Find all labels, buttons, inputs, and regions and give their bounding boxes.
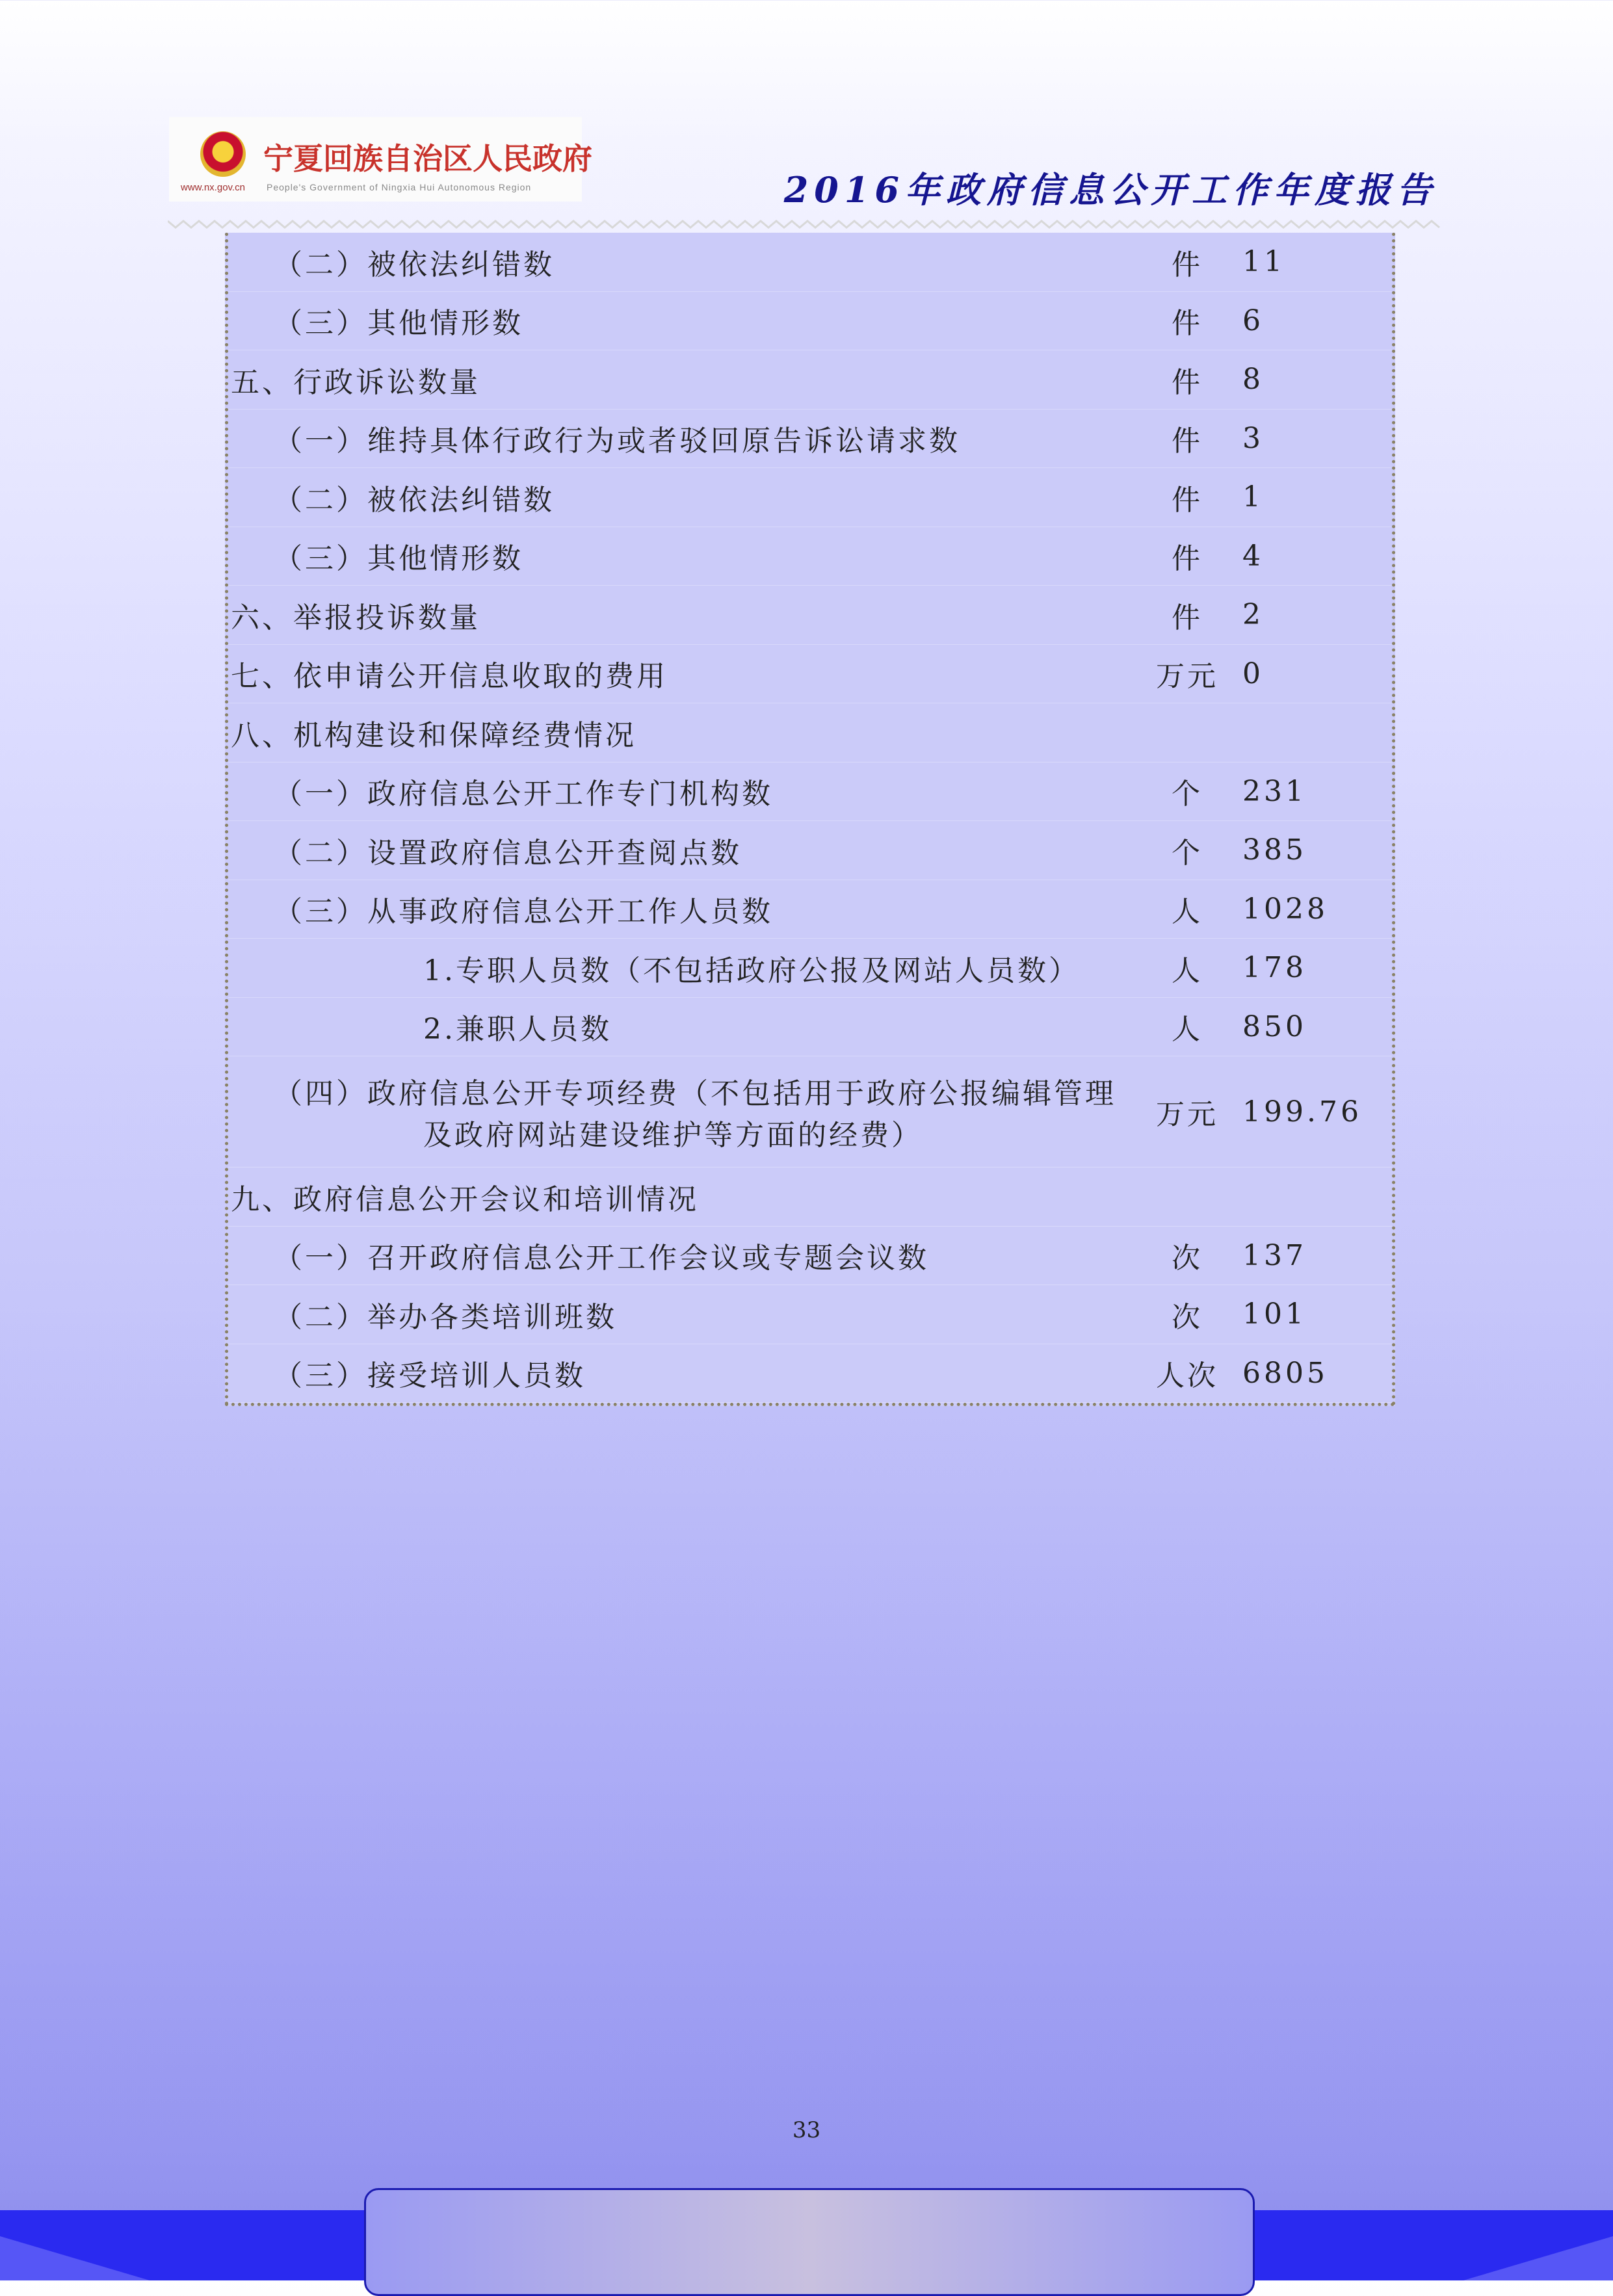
row-value — [1229, 703, 1392, 763]
footer-tab — [364, 2188, 1255, 2296]
report-title: 2016年政府信息公开工作年度报告 — [783, 169, 1437, 211]
row-item: （二）被依法纠错数 — [228, 233, 1145, 291]
row-unit: 万元 — [1145, 1056, 1229, 1168]
row-item: （一）召开政府信息公开工作会议或专题会议数 — [228, 1226, 1145, 1285]
row-item-line1: （四）政府信息公开专项经费（不包括用于政府公报编辑管理 — [274, 1077, 1116, 1110]
row-unit: 人次 — [1145, 1344, 1229, 1403]
header-divider — [168, 218, 1446, 233]
table-row — [228, 233, 1392, 291]
logo-url: www.nx.gov.cn — [181, 182, 245, 193]
row-value: 850 — [1229, 997, 1392, 1056]
table-row — [228, 997, 1392, 1056]
row-item-line2: 及政府网站建设维护等方面的经费） — [423, 1119, 923, 1152]
table-row — [228, 1344, 1392, 1403]
row-value: 6805 — [1229, 1344, 1392, 1403]
row-unit: 个 — [1145, 762, 1229, 821]
row-unit — [1145, 1168, 1229, 1227]
row-unit: 次 — [1145, 1285, 1229, 1344]
page-number: 33 — [792, 2117, 821, 2143]
footer-left-stripe — [0, 2210, 364, 2280]
row-item: 五、行政诉讼数量 — [228, 350, 1145, 410]
table-row — [228, 939, 1392, 998]
row-unit: 人 — [1145, 939, 1229, 998]
row-value: 11 — [1229, 233, 1392, 291]
row-unit: 件 — [1145, 409, 1229, 468]
row-value: 385 — [1229, 821, 1392, 880]
row-item: （三）接受培训人员数 — [228, 1344, 1145, 1403]
row-value: 231 — [1229, 762, 1392, 821]
row-value: 178 — [1229, 939, 1392, 998]
table-row — [228, 762, 1392, 821]
national-emblem-icon — [200, 131, 246, 177]
row-item: 2.兼职人员数 — [228, 997, 1145, 1056]
table-row — [228, 644, 1392, 703]
row-value: 101 — [1229, 1285, 1392, 1344]
footer-right-stripe — [1249, 2210, 1613, 2280]
row-value: 2 — [1229, 586, 1392, 645]
row-item: （一）政府信息公开工作专门机构数 — [228, 762, 1145, 821]
row-unit: 万元 — [1145, 644, 1229, 703]
table-row — [228, 350, 1392, 410]
row-value: 4 — [1229, 527, 1392, 586]
table-row — [228, 527, 1392, 586]
row-value: 8 — [1229, 350, 1392, 410]
row-value — [1229, 1168, 1392, 1227]
table-row — [228, 409, 1392, 468]
row-item: 七、依申请公开信息收取的费用 — [228, 644, 1145, 703]
table-row — [228, 468, 1392, 527]
statistics-table — [225, 233, 1395, 1406]
row-value: 1028 — [1229, 880, 1392, 939]
row-item: （二）举办各类培训班数 — [228, 1285, 1145, 1344]
row-item: （一）维持具体行政行为或者驳回原告诉讼请求数 — [228, 409, 1145, 468]
row-unit: 件 — [1145, 527, 1229, 586]
row-item: 六、举报投诉数量 — [228, 586, 1145, 645]
row-unit — [1145, 703, 1229, 763]
site-logo[interactable] — [169, 117, 592, 202]
row-unit: 人 — [1145, 997, 1229, 1056]
row-item: （三）从事政府信息公开工作人员数 — [228, 880, 1145, 939]
row-unit: 次 — [1145, 1226, 1229, 1285]
row-unit: 件 — [1145, 291, 1229, 350]
row-unit: 人 — [1145, 880, 1229, 939]
row-value: 0 — [1229, 644, 1392, 703]
table-row — [228, 703, 1392, 763]
row-unit: 件 — [1145, 468, 1229, 527]
row-item: （二）设置政府信息公开查阅点数 — [228, 821, 1145, 880]
row-item: 1.专职人员数（不包括政府公报及网站人员数） — [228, 939, 1145, 998]
table-row — [228, 1285, 1392, 1344]
row-unit: 件 — [1145, 233, 1229, 291]
table-row — [228, 586, 1392, 645]
table-row — [228, 1168, 1392, 1227]
table-row — [228, 821, 1392, 880]
row-value: 199.76 — [1229, 1056, 1392, 1168]
row-item: 九、政府信息公开会议和培训情况 — [228, 1168, 1145, 1227]
row-unit: 件 — [1145, 586, 1229, 645]
table-row — [228, 1056, 1392, 1168]
row-item: （三）其他情形数 — [228, 291, 1145, 350]
row-item-multiline — [228, 1056, 1145, 1168]
row-value: 6 — [1229, 291, 1392, 350]
row-unit: 件 — [1145, 350, 1229, 410]
table-row — [228, 880, 1392, 939]
row-value: 3 — [1229, 409, 1392, 468]
logo-english-name: People's Government of Ningxia Hui Autonomous Region — [267, 182, 532, 192]
table-row — [228, 1226, 1392, 1285]
logo-chinese-name: 宁夏回族自治区人民政府 — [263, 141, 592, 176]
row-unit: 个 — [1145, 821, 1229, 880]
row-item: （二）被依法纠错数 — [228, 468, 1145, 527]
row-item: 八、机构建设和保障经费情况 — [228, 703, 1145, 763]
row-item: （三）其他情形数 — [228, 527, 1145, 586]
table-row — [228, 291, 1392, 350]
row-value: 137 — [1229, 1226, 1392, 1285]
row-value: 1 — [1229, 468, 1392, 527]
